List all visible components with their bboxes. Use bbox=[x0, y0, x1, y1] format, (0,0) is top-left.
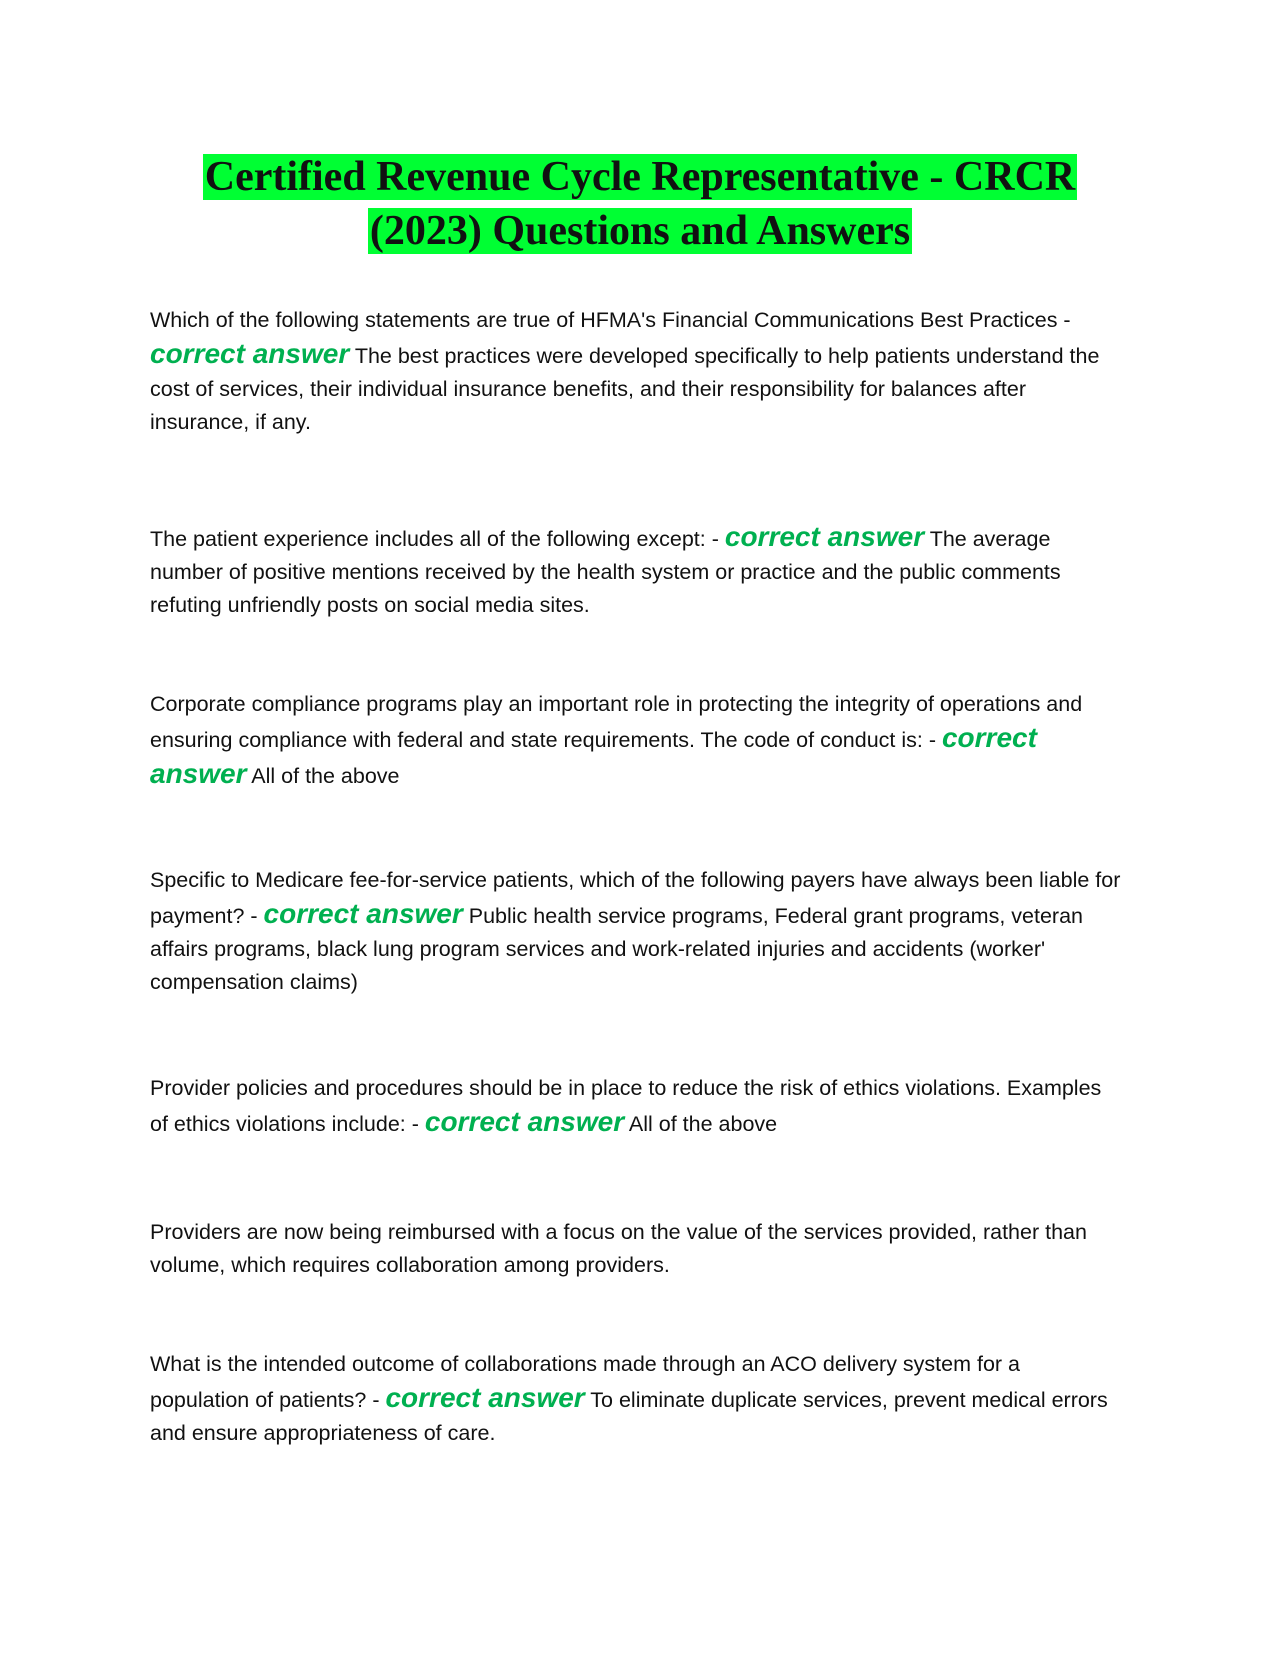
answer-text: Public health service programs, Federal grant programs, veteran affairs programs, black lung program services and work-related injuries and accidents (worker' compensation claims) bbox=[150, 904, 1083, 994]
question-text: Specific to Medicare fee-for-service patients, which of the following payers have always been liable for payment? - bbox=[150, 868, 1121, 928]
document-title bbox=[150, 150, 1130, 258]
question-text: Which of the following statements are true of HFMA's Financial Communications Best Practices - bbox=[150, 308, 1071, 332]
title-line-1: Certified Revenue Cycle Representative - CRCR bbox=[204, 154, 1076, 200]
answer-text: All of the above bbox=[628, 1112, 778, 1136]
question-text: Provider policies and procedures should be in place to reduce the risk of ethics violations. Examples of ethics violations include: - bbox=[150, 1076, 1102, 1136]
correct-answer-label: correct answer bbox=[150, 338, 350, 369]
question-text: What is the intended outcome of collaborations made through an ACO delivery system for a population of patients? - bbox=[150, 1352, 1021, 1412]
correct-answer-label: correct answer bbox=[424, 1106, 625, 1137]
qa-item-7 bbox=[150, 1348, 1125, 1450]
question-text: Corporate compliance programs play an important role in protecting the integrity of operations and ensuring compliance with federal and state requirements. The code of conduct is: - bbox=[150, 692, 1083, 752]
qa-item-5 bbox=[150, 1072, 1125, 1141]
answer-text: To eliminate duplicate services, prevent medical errors and ensure appropriateness of care. bbox=[150, 1388, 1108, 1445]
correct-answer-label: correct answer bbox=[150, 722, 1037, 789]
correct-answer-label: correct answer bbox=[385, 1382, 585, 1413]
title-line-2: (2023) Questions and Answers bbox=[369, 208, 911, 254]
correct-answer-label: correct answer bbox=[724, 521, 925, 552]
qa-item-1 bbox=[150, 304, 1125, 439]
correct-answer-label: correct answer bbox=[263, 898, 463, 929]
question-text: The patient experience includes all of the following except: - bbox=[150, 527, 719, 551]
statement-item-6 bbox=[150, 1216, 1125, 1282]
answer-text: The best practices were developed specifically to help patients understand the cost of services, their individual insurance benefits, and their responsibility for balances after insurance, if any. bbox=[150, 344, 1100, 434]
statement-text: Providers are now being reimbursed with a focus on the value of the services provided, rather than volume, which requires collaboration among providers. bbox=[150, 1220, 1087, 1277]
qa-item-4 bbox=[150, 864, 1125, 999]
qa-item-2 bbox=[150, 520, 1125, 622]
answer-text: The average number of positive mentions received by the health system or practice and the public comments refuting unfriendly posts on social media sites. bbox=[150, 527, 1061, 617]
qa-item-3 bbox=[150, 688, 1125, 793]
answer-text: All of the above bbox=[251, 764, 400, 788]
